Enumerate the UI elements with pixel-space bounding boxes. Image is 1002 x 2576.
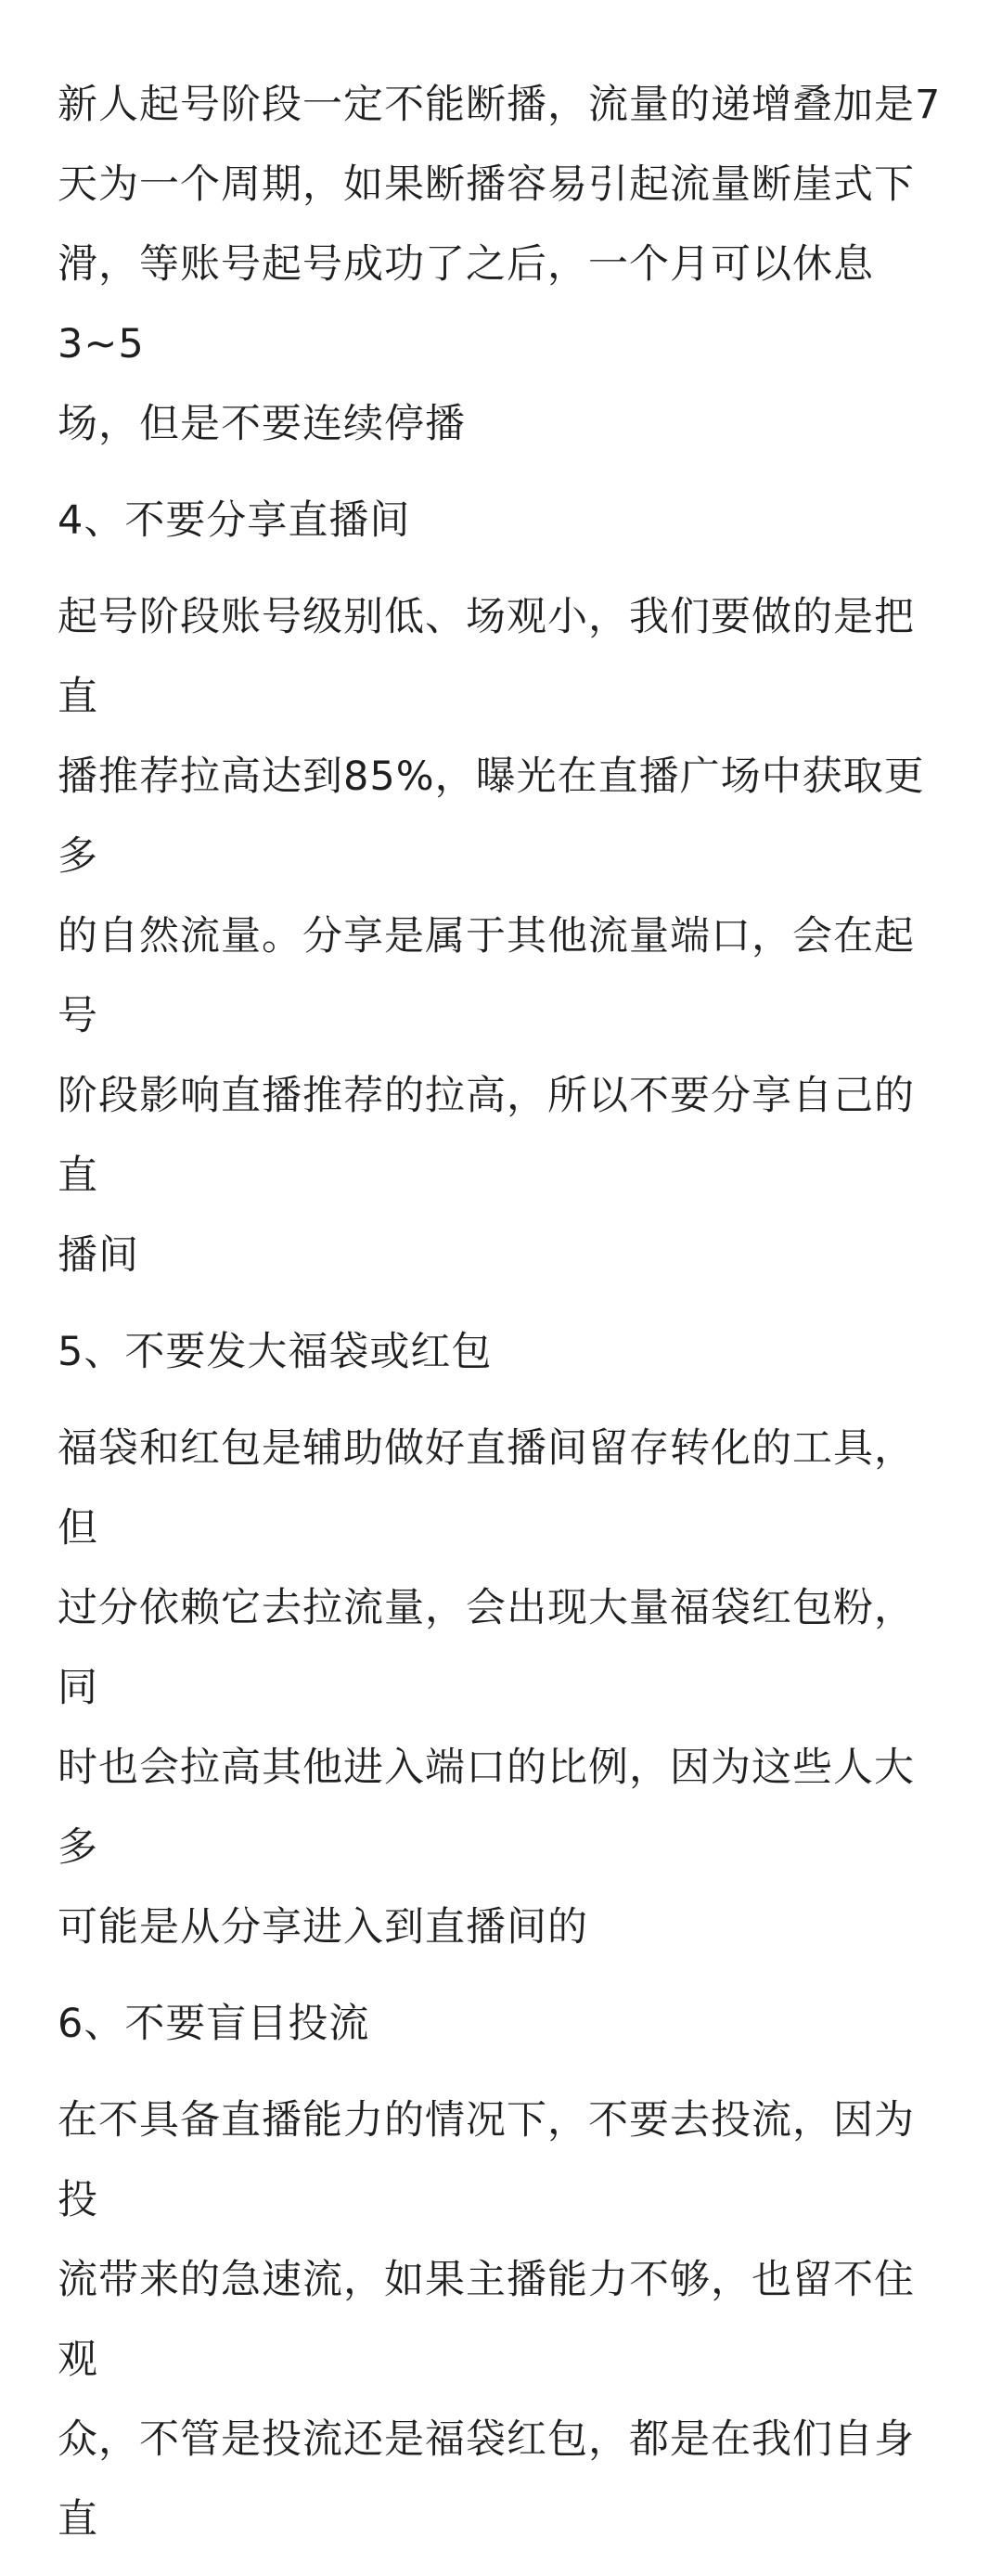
section-heading-4: 4、不要分享直播间 (58, 497, 411, 544)
article-body (58, 65, 950, 2576)
paragraph-lucky-bags: 福袋和红包是辅助做好直播间留存转化的工具，但 过分依赖它去拉流量，会出现大量福袋红包粉，同 时也会拉高其他进入端口的比例，因为这些人大多 可能是从分享进入到直播间的 (58, 1425, 915, 1951)
section-heading-5: 5、不要发大福袋或红包 (58, 1329, 493, 1375)
section-heading-6: 6、不要盲目投流 (58, 2001, 370, 2047)
paragraph-no-interruption: 新人起号阶段一定不能断播，流量的递增叠加是7 天为一个周期，如果断播容易引起流量断崖式下 滑，等账号起号成功了之后，一个月可以休息3~5 场，但是不要连续停播 (58, 82, 942, 447)
paragraph-paid-traffic: 在不具备直播能力的情况下，不要去投流，因为投 流带来的急速流，如果主播能力不够，也留不住观 众，不管是投流还是福袋红包，都是在我们自身直 (58, 2097, 915, 2543)
paragraph-no-sharing: 起号阶段账号级别低、场观小，我们要做的是把直 播推荐拉高达到85%，曝光在直播广场中获取更多 的自然流量。分享是属于其他流量端口，会在起号 阶段影响直播推荐的拉高，所以不要分享自己的直 播间 (58, 594, 925, 1279)
